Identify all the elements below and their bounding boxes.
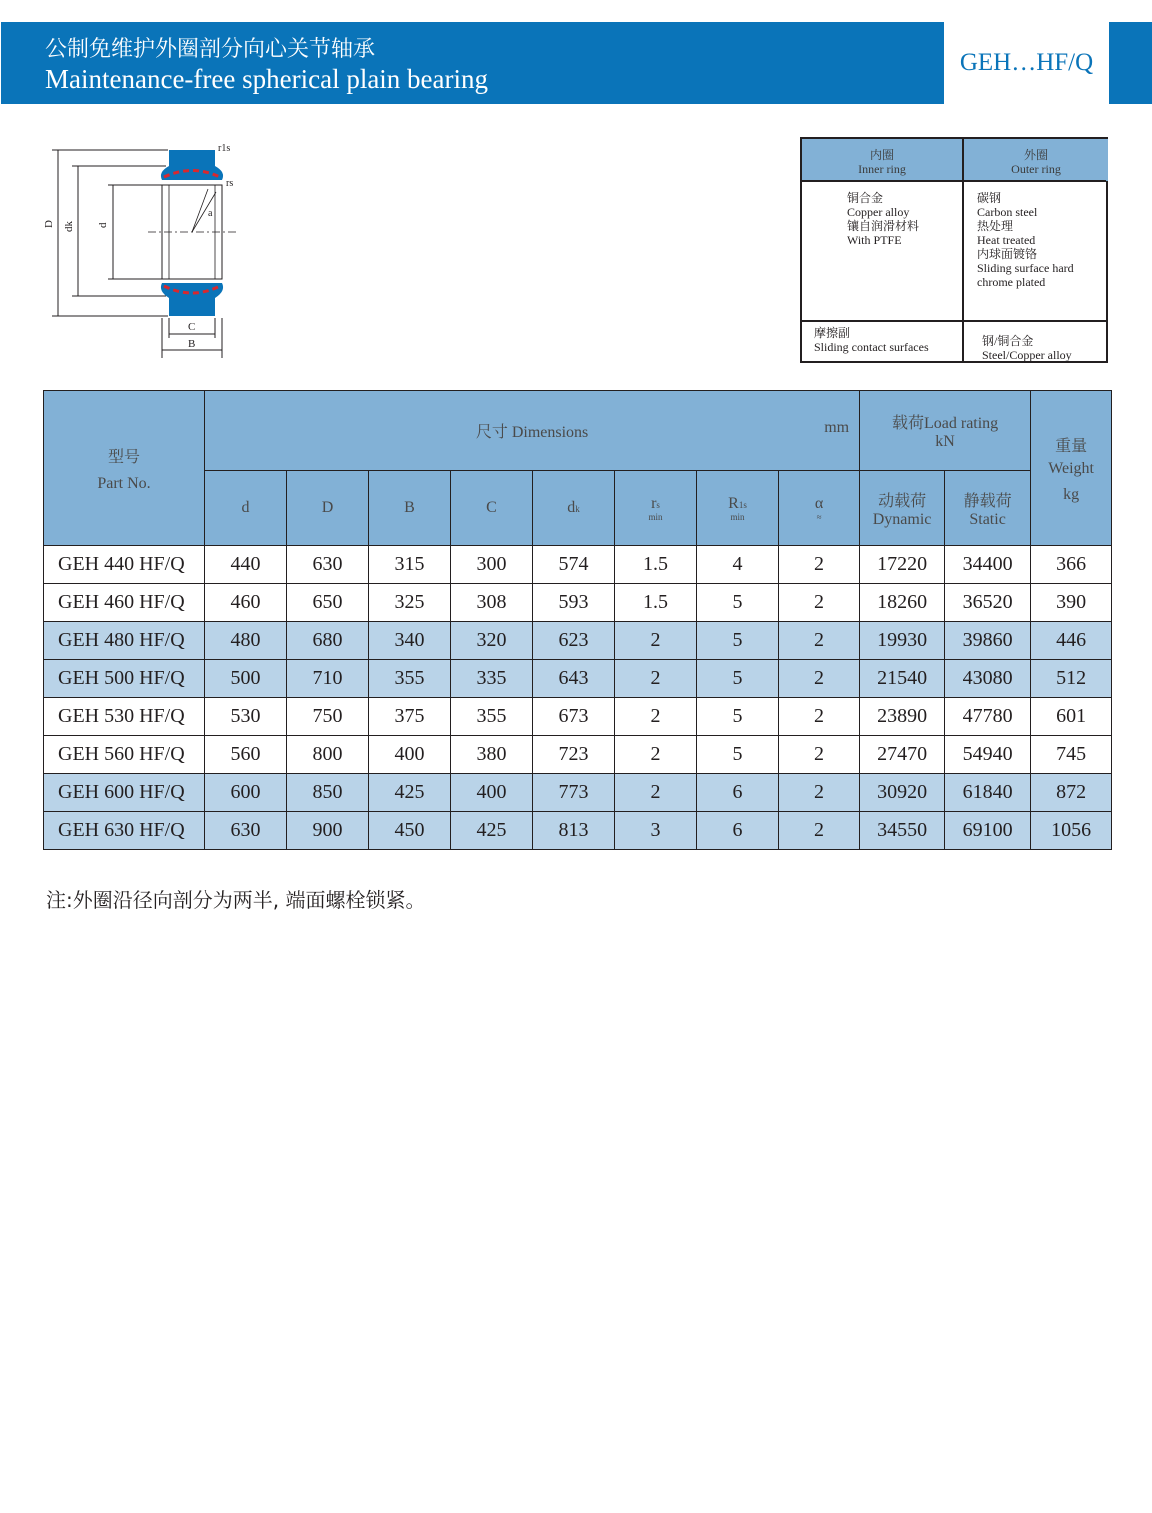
table-row: GEH 460 HF/Q 460 650 325 308 593 1.5 5 2 18260 36520 390 <box>44 584 1112 622</box>
series-code: GEH…HF/Q <box>944 22 1109 104</box>
header-band-right <box>1109 22 1152 104</box>
label-D: D <box>43 220 55 228</box>
label-rs: rs <box>226 178 234 189</box>
inner-ring-materials: 铜合金 Copper alloy 镶自润滑材料 With PTFE <box>847 191 920 247</box>
label-a: a <box>208 208 213 219</box>
bearing-cross-section-drawing <box>38 140 253 362</box>
col-alpha: α ≈ <box>779 471 860 546</box>
dimensions-table <box>43 390 1112 850</box>
label-C: C <box>188 321 196 333</box>
col-r1s: R1s min <box>697 471 779 546</box>
outer-ring-materials: 碳钢 Carbon steel 热处理 Heat treated 内球面镀铬 Sliding surface hard chrome plated <box>977 191 1074 289</box>
col-B: B <box>369 471 451 546</box>
table-row: GEH 500 HF/Q 500 710 355 335 643 2 5 2 21540 43080 512 <box>44 660 1112 698</box>
label-B: B <box>188 338 196 350</box>
materials-box <box>800 137 1108 363</box>
col-dk: dk <box>533 471 615 546</box>
table-row: GEH 600 HF/Q 600 850 425 400 773 2 6 2 30920 61840 872 <box>44 774 1112 812</box>
col-group-dimensions: 尺寸 Dimensions mm <box>205 391 860 471</box>
label-dk: dk <box>63 221 75 232</box>
footnote: 注:外圈沿径向剖分为两半, 端面螺栓锁紧。 <box>46 888 426 912</box>
table-row: GEH 630 HF/Q 630 900 450 425 813 3 6 2 34550 69100 1056 <box>44 812 1112 850</box>
mat-divider-h2 <box>802 320 1106 322</box>
page-title-en: Maintenance-free spherical plain bearing <box>45 64 489 94</box>
col-static: 静载荷 Static <box>945 471 1031 546</box>
page-title-cn: 公制免维护外圈剖分向心关节轴承 <box>45 37 376 62</box>
label-d: d <box>97 222 109 228</box>
sliding-surfaces-label: 摩擦副 Sliding contact surfaces <box>814 326 929 354</box>
sliding-surfaces-value: 钢/铜合金 Steel/Copper alloy <box>982 334 1072 362</box>
col-weight: 重量 Weight kg <box>1031 391 1112 546</box>
col-group-load-rating: 载荷Load rating kN <box>860 391 1031 471</box>
outer-ring-header: 外圈 Outer ring <box>964 139 1108 181</box>
mat-divider-v <box>962 139 964 361</box>
inner-ring-header: 内圈 Inner ring <box>802 139 962 181</box>
col-dynamic: 动载荷 Dynamic <box>860 471 945 546</box>
col-part-no: 型号 Part No. <box>44 391 205 546</box>
label-r1s: r1s <box>218 143 231 154</box>
mat-divider-h1 <box>802 180 1106 182</box>
col-D: D <box>287 471 369 546</box>
col-d: d <box>205 471 287 546</box>
col-rs: rs min <box>615 471 697 546</box>
col-C: C <box>451 471 533 546</box>
header-band <box>1 22 944 104</box>
table-row: GEH 560 HF/Q 560 800 400 380 723 2 5 2 27470 54940 745 <box>44 736 1112 774</box>
table-row: GEH 530 HF/Q 530 750 375 355 673 2 5 2 23890 47780 601 <box>44 698 1112 736</box>
table-row: GEH 440 HF/Q 440 630 315 300 574 1.5 4 2 17220 34400 366 <box>44 546 1112 584</box>
table-row: GEH 480 HF/Q 480 680 340 320 623 2 5 2 19930 39860 446 <box>44 622 1112 660</box>
